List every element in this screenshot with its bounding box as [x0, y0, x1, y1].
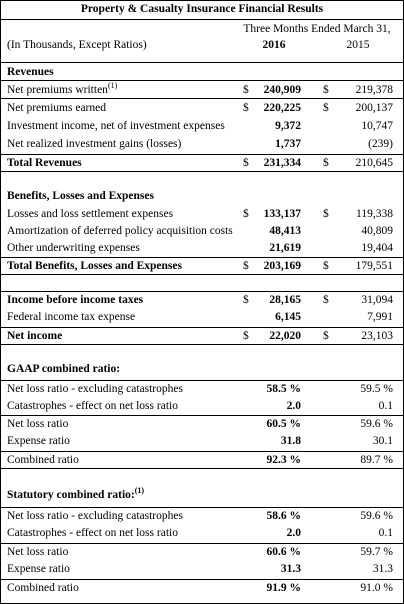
value-2015: 40,809 [361, 225, 393, 237]
table-row [1, 100, 403, 116]
total-row [1, 327, 403, 345]
table-row [1, 415, 403, 432]
footnote-marker: (1) [134, 486, 145, 496]
currency-symbol: $ [243, 157, 249, 169]
row-label: Catastrophes - effect on net loss ratio [7, 527, 178, 539]
revenues-heading-row [1, 64, 403, 81]
value-2015: 200,137 [355, 102, 393, 114]
value-2016: 58.6 % [266, 510, 301, 522]
row-label: Catastrophes - effect on net loss ratio [7, 400, 178, 412]
currency-symbol: $ [243, 208, 249, 220]
table-row [1, 291, 403, 308]
value-2016: 21,619 [269, 242, 301, 254]
value-2016: 31.8 [280, 435, 301, 447]
total-row [1, 154, 403, 172]
section-heading: GAAP combined ratio: [7, 363, 121, 375]
row-label: Federal income tax expense [7, 311, 136, 323]
value-2015: 119,338 [356, 208, 393, 220]
currency-symbol: $ [323, 84, 329, 96]
column-header-row [1, 37, 403, 53]
value-2016: 60.6 % [266, 546, 301, 558]
value-2016: 2.0 [286, 400, 301, 412]
currency-symbol: $ [243, 294, 249, 306]
value-2016: 133,137 [263, 208, 301, 220]
period-header: Three Months Ended March 31, [243, 23, 391, 35]
table-title: Property & Casualty Insurance Financial Results [80, 3, 324, 15]
total-row [1, 451, 403, 469]
value-2016: 91.9 % [266, 582, 301, 594]
row-label: Net loss ratio [7, 546, 69, 558]
table-row [1, 398, 403, 414]
row-label: Total Benefits, Losses and Expenses [7, 260, 182, 272]
row-label: Net realized investment gains (losses) [7, 138, 182, 150]
table-row [1, 543, 403, 560]
value-2016: 1,737 [275, 138, 301, 150]
value-2015: 59.7 % [360, 546, 393, 558]
value-2016: 48,413 [269, 225, 301, 237]
section-heading: Revenues [7, 66, 54, 78]
total-row [1, 579, 403, 596]
row-label: Net premiums earned [7, 102, 106, 114]
gaap-heading-row [1, 361, 403, 377]
table-row [1, 380, 403, 397]
value-2015: 59.6 % [360, 510, 393, 522]
row-label: Net income [7, 330, 63, 342]
value-2016: 31.3 [280, 563, 301, 575]
value-2016: 9,372 [275, 120, 301, 132]
currency-symbol: $ [323, 157, 329, 169]
currency-symbol: $ [323, 330, 329, 342]
row-label: Net loss ratio - excluding catastrophes [7, 383, 183, 395]
row-label: Income before income taxes [7, 294, 144, 306]
row-label: Net loss ratio [7, 418, 69, 430]
value-2015: 31.3 [372, 563, 393, 575]
table-row [1, 433, 403, 449]
value-2015: 0.1 [378, 527, 393, 539]
row-label: Combined ratio [7, 454, 79, 466]
row-label: Losses and loss settlement expenses [7, 208, 174, 220]
row-label: Expense ratio [7, 563, 70, 575]
value-2016: 203,169 [263, 260, 301, 272]
value-2015: 23,103 [361, 330, 393, 342]
table-row [1, 525, 403, 541]
value-2016: 6,145 [275, 311, 301, 323]
value-2015: 179,551 [355, 260, 393, 272]
table-row [1, 206, 403, 222]
table-row [1, 240, 403, 256]
value-2015: 59.5 % [360, 383, 393, 395]
currency-symbol: $ [323, 208, 329, 220]
value-2015: 59.6 % [360, 418, 393, 430]
value-2016: 28,165 [269, 294, 301, 306]
total-row [1, 257, 403, 275]
value-2016: 220,225 [263, 102, 301, 114]
table-row [1, 561, 403, 577]
value-2016: 60.5 % [266, 418, 301, 430]
header-divider [1, 62, 403, 63]
currency-symbol: $ [243, 84, 249, 96]
value-2015: (239) [368, 138, 393, 150]
currency-symbol: $ [243, 260, 249, 272]
value-2015: 10,747 [361, 120, 393, 132]
section-heading: Statutory combined ratio:$^{(1)}$ [7, 486, 145, 501]
footnote-marker: (1) [107, 81, 118, 91]
value-2016: 240,909 [263, 84, 301, 96]
section-heading: Benefits, Losses and Expenses [7, 190, 154, 202]
value-2016: 58.5 % [266, 383, 301, 395]
currency-symbol: $ [323, 102, 329, 114]
year-prior-header: 2015 [346, 39, 370, 51]
year-current-header: 2016 [262, 39, 286, 51]
period-header-row [1, 21, 403, 37]
table-row [1, 82, 403, 99]
value-2016: 231,334 [263, 157, 301, 169]
value-2015: 0.1 [378, 400, 393, 412]
value-2015: 31,094 [361, 294, 393, 306]
table-row [1, 507, 403, 524]
units-label: (In Thousands, Except Ratios) [7, 39, 147, 51]
value-2016: 2.0 [286, 527, 301, 539]
row-label: Net premiums written$^{(1)}$ [7, 81, 118, 96]
value-2015: 219,378 [355, 84, 393, 96]
row-label: Net loss ratio - excluding catastrophes [7, 510, 183, 522]
benefits-heading-row [1, 188, 403, 204]
table-row [1, 309, 403, 325]
value-2015: 7,991 [367, 311, 393, 323]
row-label: Investment income, net of investment expenses [7, 120, 225, 132]
value-2015: 30.1 [372, 435, 393, 447]
row-label: Other underwriting expenses [7, 242, 140, 254]
currency-symbol: $ [323, 294, 329, 306]
table-row [1, 223, 403, 239]
value-2015: 91.0 % [360, 582, 393, 594]
currency-symbol: $ [323, 260, 329, 272]
value-2016: 22,020 [269, 330, 301, 342]
table-row [1, 118, 403, 134]
row-label: Amortization of deferred policy acquisition costs [7, 225, 233, 237]
currency-symbol: $ [243, 330, 249, 342]
table-row [1, 136, 403, 152]
row-label: Expense ratio [7, 435, 70, 447]
currency-symbol: $ [243, 102, 249, 114]
row-label: Combined ratio [7, 582, 79, 594]
row-label: Total Revenues [7, 157, 82, 169]
value-2016: 92.3 % [266, 454, 301, 466]
value-2015: 89.7 % [360, 454, 393, 466]
title-divider [1, 19, 403, 20]
statutory-heading-row [1, 487, 403, 503]
value-2015: 19,404 [361, 242, 393, 254]
value-2015: 210,645 [355, 157, 393, 169]
